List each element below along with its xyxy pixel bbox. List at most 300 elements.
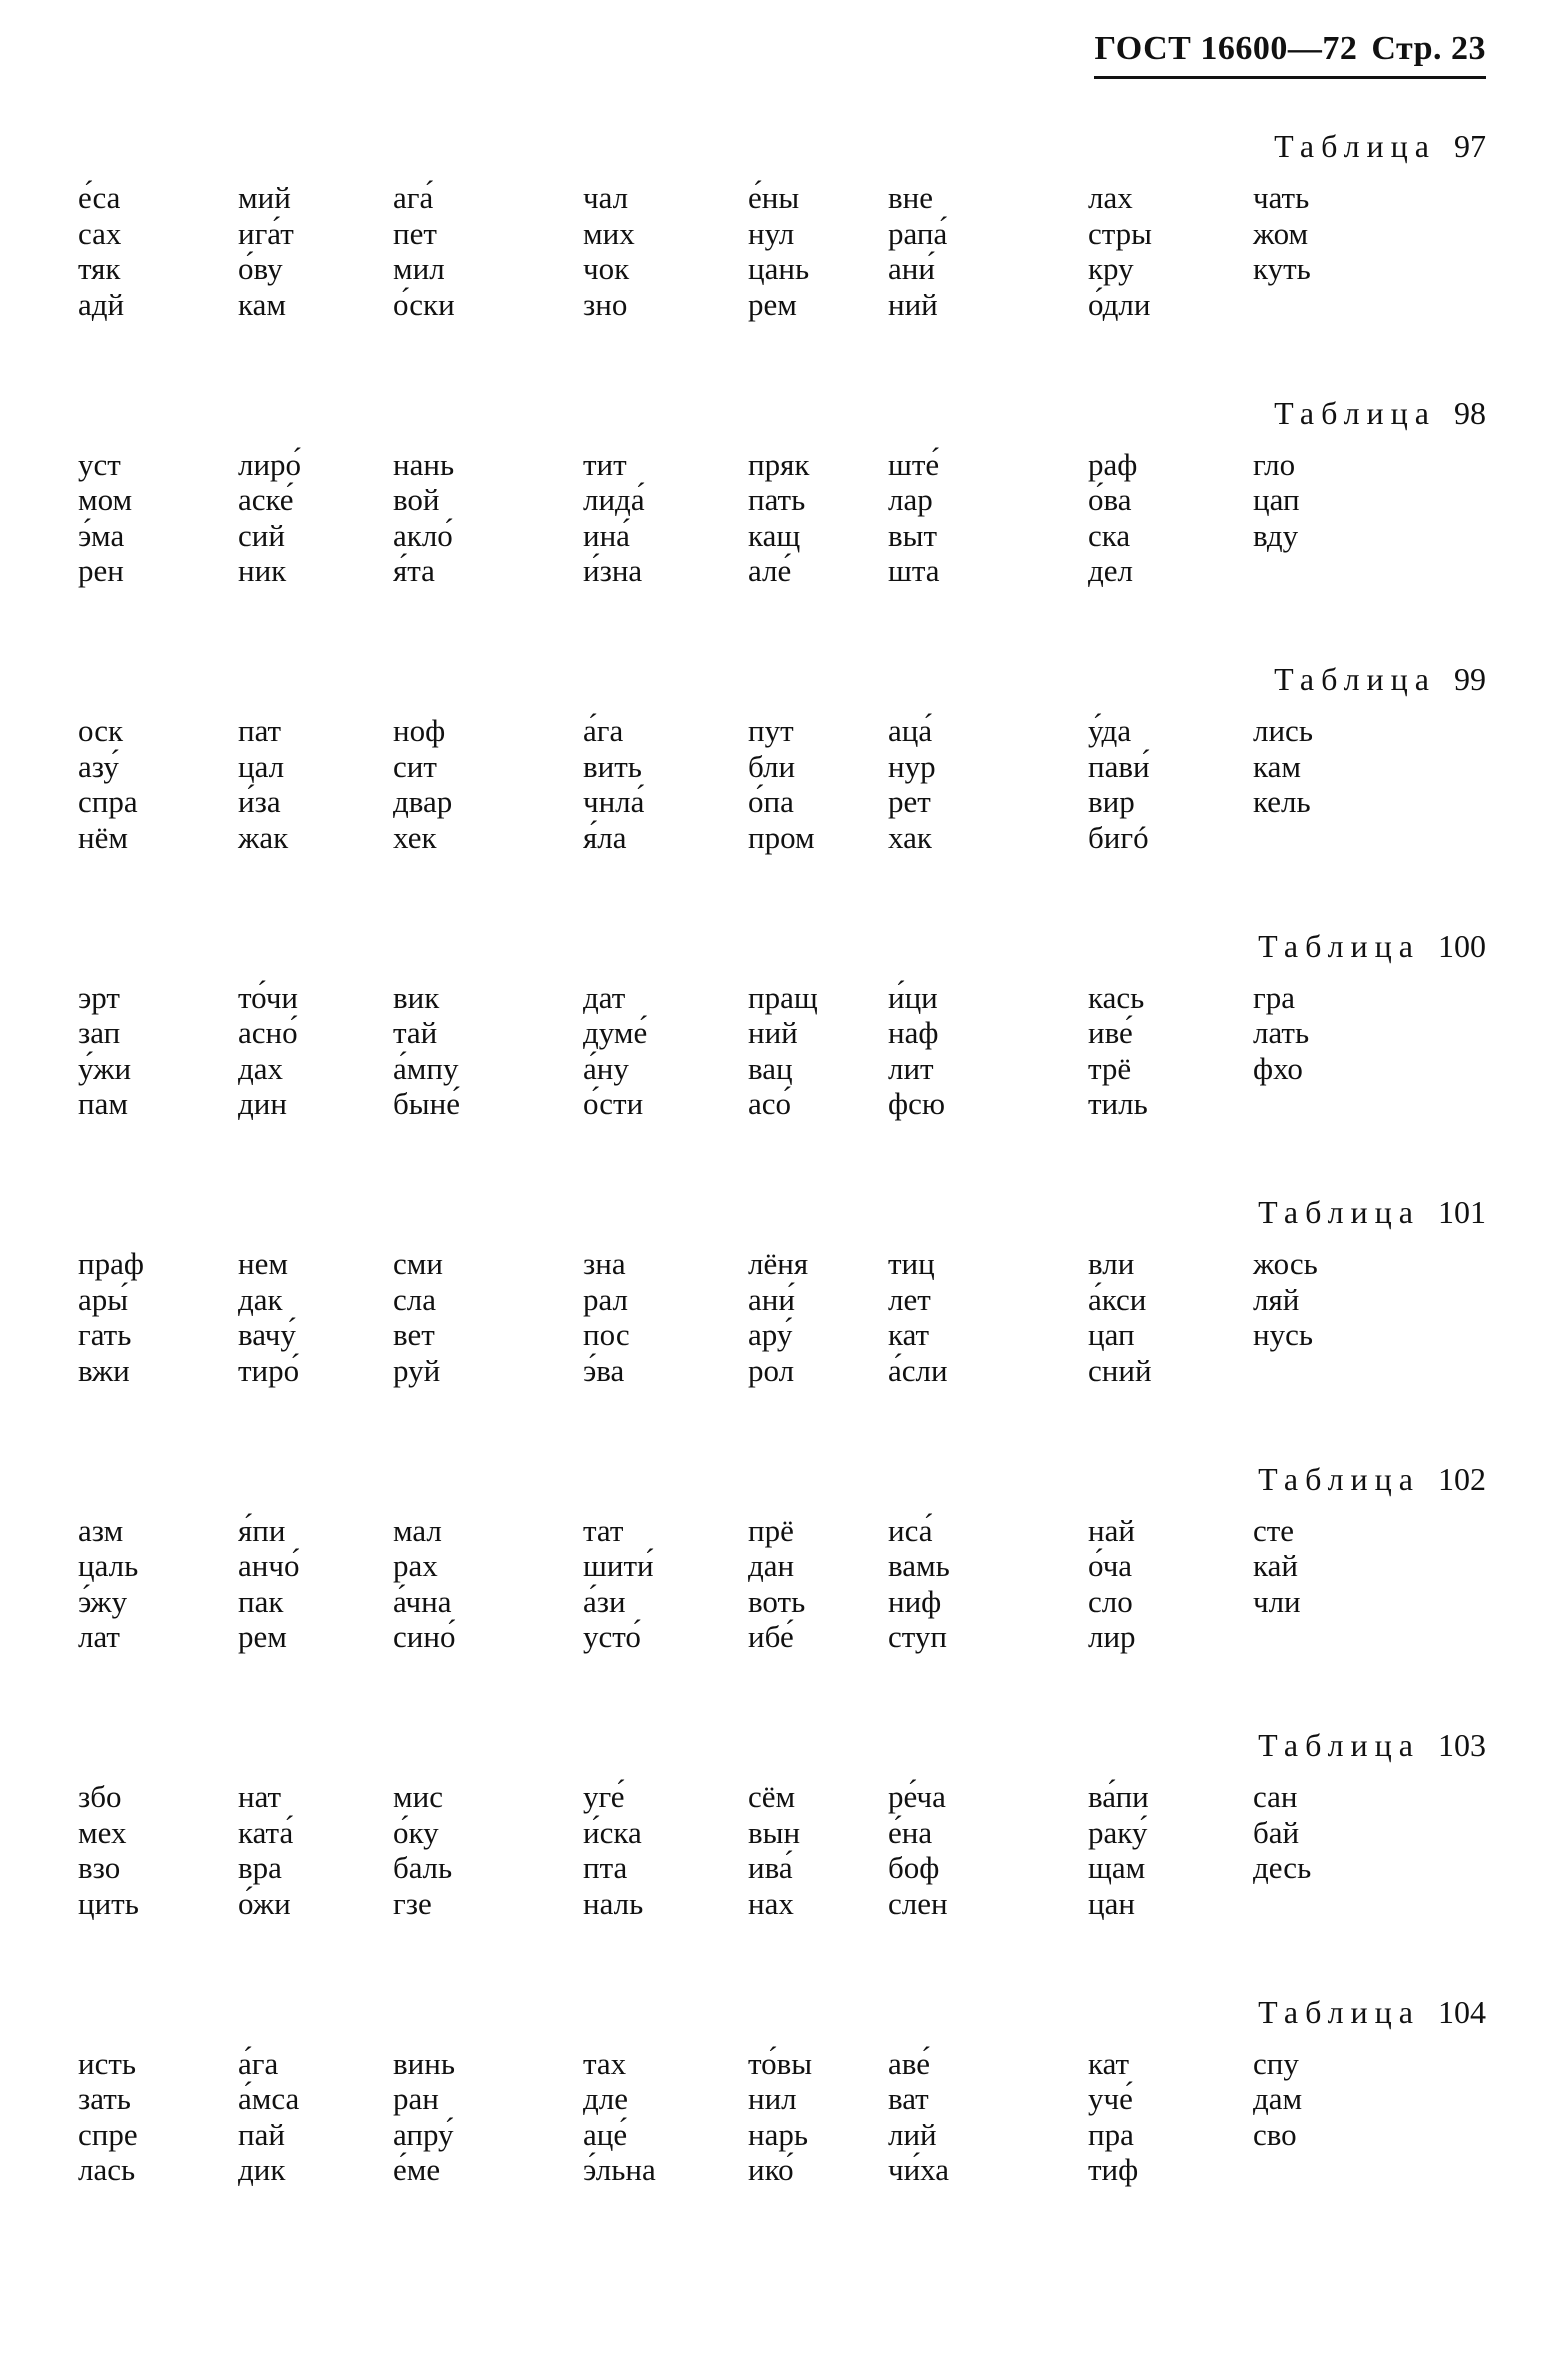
syllable-cell: десь: [1253, 1850, 1312, 1885]
table-title: [1274, 128, 1486, 165]
table-title: [1274, 395, 1486, 432]
table-row: [78, 1317, 1478, 1353]
syllable-cell: слен: [888, 1885, 948, 1921]
syllable-cell: нат: [238, 1779, 282, 1814]
syllable-cell: дак: [238, 1281, 283, 1317]
syllable-cell: ний: [748, 1015, 798, 1050]
syllable-cell: а́мса: [238, 2081, 300, 2116]
syllable-cell: о́па: [748, 784, 794, 819]
table-row: [78, 1779, 1478, 1815]
syllable-cell: праф: [78, 1246, 144, 1281]
syllable-cell: а́ну: [583, 1050, 629, 1086]
syllable-cell: ва́пи: [1088, 1779, 1149, 1814]
syllable-cell: тиц: [888, 1246, 935, 1281]
syllable-cell: нань: [393, 446, 455, 482]
syllable-cell: фсю: [888, 1086, 946, 1121]
syllable-cell: а́кси: [1088, 1281, 1147, 1317]
table-title: [1258, 928, 1486, 965]
syllable-cell: анчо́: [238, 1548, 300, 1583]
syllable-cell: сах: [78, 215, 122, 251]
table-row: [78, 1051, 1478, 1087]
syllable-cell: пращ: [748, 979, 818, 1015]
syllable-cell: зап: [78, 1015, 121, 1050]
table-row: [78, 180, 1478, 216]
syllable-cell: мал: [393, 1512, 442, 1548]
syllable-cell: тиль: [1088, 1086, 1148, 1121]
page-number: Стр. 23: [1371, 30, 1486, 67]
syllable-cell: ары́: [78, 1281, 129, 1317]
syllable-cell: аце́: [583, 2116, 628, 2152]
syllable-cell: а́мпу: [393, 1050, 459, 1086]
syllable-cell: а́га: [583, 713, 624, 748]
syllable-cell: жось: [1253, 1246, 1318, 1281]
syllable-cell: и́ци: [888, 979, 938, 1015]
syllable-cell: и́ска: [583, 1814, 642, 1850]
syllable-cell: то́чи: [238, 979, 299, 1015]
syllable-cell: гать: [78, 1317, 132, 1352]
table-row: [78, 1353, 1478, 1389]
syllable-cell: уче́: [1088, 2081, 1133, 2116]
syllable-cell: ступ: [888, 1619, 947, 1654]
syllable-cell: а́чна: [393, 1583, 452, 1619]
syllable-cell: о́ва: [1088, 482, 1132, 517]
syllable-cell: кащ: [748, 517, 801, 553]
syllable-cell: пта: [583, 1850, 628, 1885]
syllable-cell: спре: [78, 2116, 138, 2152]
syllable-cell: ляй: [1253, 1281, 1300, 1317]
syllable-cell: вет: [393, 1317, 435, 1352]
syllable-cell: лет: [888, 1281, 931, 1317]
syllable-cell: [1253, 820, 1453, 856]
table-title-word: Таблица: [1274, 128, 1436, 164]
syllable-cell: о́сти: [583, 1086, 644, 1121]
syllable-cell: прё: [748, 1512, 794, 1548]
syllable-cell: лёня: [748, 1246, 809, 1281]
syllable-cell: ран: [393, 2081, 439, 2116]
syllable-cell: цаль: [78, 1548, 139, 1583]
syllable-cell: нусь: [1253, 1317, 1313, 1352]
page-header: [1094, 30, 1486, 79]
syllable-cell: сий: [238, 517, 285, 553]
table-row: [78, 1886, 1478, 1922]
syllable-cell: трё: [1088, 1050, 1132, 1086]
syllable-cell: ина́: [583, 517, 630, 553]
table-row: [78, 784, 1478, 820]
table-number: 98: [1454, 394, 1486, 431]
syllable-cell: спу: [1253, 2045, 1299, 2081]
syllable-cell: а́зи: [583, 1583, 626, 1619]
syllable-cell: ига́т: [238, 215, 294, 251]
syllable-cell: цап: [1253, 482, 1300, 517]
syllable-cell: лир: [1088, 1619, 1136, 1654]
syllable-cell: азм: [78, 1512, 124, 1548]
table-title: [1258, 1727, 1486, 1764]
syllable-cell: чнла́: [583, 784, 645, 819]
syllable-cell: ник: [238, 553, 287, 588]
syllable-cell: у́да: [1088, 713, 1132, 748]
syllable-cell: усто́: [583, 1619, 641, 1654]
syllable-cell: цап: [1088, 1317, 1135, 1352]
syllable-cell: воть: [748, 1583, 806, 1619]
syllable-cell: мех: [78, 1814, 127, 1850]
syllable-cell: жом: [1253, 215, 1309, 251]
syllable-cell: цань: [748, 251, 810, 286]
table-title-word: Таблица: [1258, 927, 1420, 964]
syllable-cell: я́пи: [238, 1512, 286, 1548]
syllable-cell: вамь: [888, 1548, 950, 1583]
table-row: [78, 1584, 1478, 1620]
syllable-cell: наль: [583, 1885, 644, 1921]
syllable-cell: лись: [1253, 713, 1313, 748]
syllable-cell: я́та: [393, 553, 435, 588]
syllable-cell: мом: [78, 482, 133, 517]
syllable-cell: лах: [1088, 180, 1133, 215]
syllable-cell: пави́: [1088, 748, 1150, 784]
syllable-table: [78, 2046, 1478, 2188]
table-title: [1258, 1194, 1486, 1231]
table-row: [78, 216, 1478, 252]
syllable-cell: апру́: [393, 2116, 454, 2152]
syllable-cell: кру: [1088, 251, 1134, 286]
syllable-cell: ре́ча: [888, 1779, 946, 1814]
syllable-cell: сит: [393, 748, 437, 784]
syllable-cell: кель: [1253, 784, 1311, 819]
table-row: [78, 1513, 1478, 1549]
syllable-cell: цал: [238, 748, 285, 784]
syllable-cell: вачу́: [238, 1317, 296, 1352]
syllable-cell: фхо: [1253, 1050, 1303, 1086]
syllable-cell: вли: [1088, 1246, 1135, 1281]
syllable-cell: чать: [1253, 180, 1310, 215]
table-title-word: Таблица: [1258, 1727, 1420, 1763]
syllable-cell: рапа́: [888, 215, 948, 251]
syllable-cell: ват: [888, 2081, 929, 2116]
syllable-cell: лат: [78, 1619, 120, 1654]
syllable-cell: лать: [1253, 1015, 1310, 1050]
syllable-cell: мис: [393, 1779, 443, 1814]
table-row: [78, 251, 1478, 287]
syllable-cell: иве́: [1088, 1015, 1133, 1050]
syllable-cell: чок: [583, 251, 630, 286]
syllable-cell: зать: [78, 2081, 131, 2116]
syllable-cell: сми: [393, 1246, 443, 1281]
syllable-cell: раф: [1088, 446, 1138, 482]
syllable-cell: дин: [238, 1086, 287, 1121]
syllable-cell: уст: [78, 446, 121, 482]
syllable-cell: нарь: [748, 2116, 808, 2152]
syllable-cell: чал: [583, 180, 629, 215]
syllable-cell: думе́: [583, 1015, 648, 1050]
syllable-cell: рал: [583, 1281, 629, 1317]
syllable-cell: о́дли: [1088, 286, 1151, 322]
table-title-word: Таблица: [1274, 661, 1436, 697]
table-title-word: Таблица: [1258, 1460, 1420, 1497]
syllable-cell: э́ма: [78, 517, 125, 553]
table-number: 104: [1438, 1993, 1486, 2030]
syllable-cell: вир: [1088, 784, 1135, 819]
syllable-cell: аве́: [888, 2045, 930, 2081]
syllable-cell: пак: [238, 1583, 284, 1619]
syllable-cell: ива́: [748, 1850, 793, 1885]
syllable-cell: пром: [748, 819, 815, 855]
syllable-cell: нах: [748, 1885, 794, 1921]
table-row: [78, 2152, 1478, 2188]
syllable-cell: сво: [1253, 2116, 1297, 2152]
syllable-cell: иса́: [888, 1512, 933, 1548]
syllable-cell: ани́: [888, 251, 935, 286]
syllable-cell: хек: [393, 819, 437, 855]
table-row: [78, 1015, 1478, 1051]
table-row: [78, 713, 1478, 749]
syllable-cell: мий: [238, 180, 291, 215]
syllable-cell: э́льна: [583, 2152, 656, 2187]
syllable-cell: сино́: [393, 1619, 456, 1654]
syllable-cell: ибе́: [748, 1619, 794, 1654]
syllable-cell: наф: [888, 1015, 939, 1050]
table-row: [78, 1086, 1478, 1122]
syllable-cell: дам: [1253, 2081, 1303, 2116]
syllable-table: [78, 1246, 1478, 1388]
syllable-cell: нем: [238, 1246, 288, 1281]
syllable-cell: азу́: [78, 748, 119, 784]
syllable-cell: дик: [238, 2152, 286, 2187]
table-row: [78, 2081, 1478, 2117]
syllable-cell: бли: [748, 748, 796, 784]
syllable-cell: ниф: [888, 1583, 942, 1619]
syllable-cell: чи́ха: [888, 2152, 950, 2187]
table-row: [78, 820, 1478, 856]
syllable-cell: е́на: [888, 1814, 933, 1850]
syllable-cell: раку́: [1088, 1814, 1148, 1850]
syllable-cell: вац: [748, 1050, 793, 1086]
syllable-cell: [1253, 553, 1453, 589]
syllable-table: [78, 713, 1478, 855]
syllable-cell: гра: [1253, 979, 1295, 1015]
syllable-cell: лар: [888, 482, 933, 517]
syllable-cell: ката́: [238, 1814, 294, 1850]
syllable-cell: о́ву: [238, 251, 283, 286]
syllable-cell: сте: [1253, 1512, 1295, 1548]
syllable-cell: о́жи: [238, 1885, 291, 1921]
syllable-cell: пос: [583, 1317, 630, 1352]
syllable-cell: ико́: [748, 2152, 794, 2187]
syllable-cell: зно: [583, 286, 628, 322]
syllable-cell: тай: [393, 1015, 438, 1050]
syllable-cell: шити́: [583, 1548, 654, 1583]
syllable-cell: зна: [583, 1246, 626, 1281]
syllable-cell: куть: [1253, 251, 1311, 286]
syllable-cell: э́ва: [583, 1352, 625, 1388]
syllable-cell: э́жу: [78, 1583, 128, 1619]
syllable-cell: тах: [583, 2045, 627, 2081]
syllable-cell: дах: [238, 1050, 284, 1086]
syllable-cell: асно́: [238, 1015, 298, 1050]
syllable-cell: выт: [888, 517, 938, 553]
syllable-cell: эрт: [78, 979, 120, 1015]
table-number: 100: [1438, 927, 1486, 964]
syllable-cell: исть: [78, 2045, 137, 2081]
syllable-cell: пра: [1088, 2116, 1134, 2152]
table-row: [78, 749, 1478, 785]
syllable-cell: тит: [583, 446, 627, 482]
syllable-cell: рол: [748, 1352, 795, 1388]
table-row: [78, 2117, 1478, 2153]
syllable-cell: оск: [78, 713, 124, 748]
syllable-cell: тяк: [78, 251, 121, 286]
syllable-cell: жак: [238, 819, 289, 855]
syllable-cell: [1253, 1353, 1453, 1389]
syllable-cell: кай: [1253, 1548, 1298, 1583]
syllable-cell: рет: [888, 784, 931, 819]
syllable-cell: нил: [748, 2081, 797, 2116]
syllable-cell: шта: [888, 553, 940, 588]
syllable-cell: лий: [888, 2116, 937, 2152]
syllable-cell: цан: [1088, 1885, 1135, 1921]
syllable-cell: гло: [1253, 446, 1296, 482]
syllable-cell: [1253, 1886, 1453, 1922]
syllable-cell: винь: [393, 2045, 455, 2081]
table-number: 103: [1438, 1727, 1486, 1763]
syllable-cell: нём: [78, 819, 128, 855]
syllable-cell: вын: [748, 1814, 801, 1850]
syllable-cell: сла: [393, 1281, 436, 1317]
syllable-cell: то́вы: [748, 2045, 813, 2081]
syllable-cell: мих: [583, 215, 635, 251]
syllable-cell: кат: [888, 1317, 930, 1352]
syllable-cell: сём: [748, 1779, 796, 1814]
syllable-cell: о́ски: [393, 286, 455, 322]
syllable-cell: лиро́: [238, 446, 302, 482]
syllable-cell: и́за: [238, 784, 281, 819]
syllable-cell: нул: [748, 215, 795, 251]
syllable-cell: акло́: [393, 517, 453, 553]
table-row: [78, 518, 1478, 554]
table-title-word: Таблица: [1274, 394, 1436, 431]
syllable-cell: рен: [78, 553, 124, 588]
table-row: [78, 1282, 1478, 1318]
syllable-cell: уге́: [583, 1779, 625, 1814]
syllable-cell: аца́: [888, 713, 933, 748]
syllable-cell: але́: [748, 553, 792, 588]
syllable-cell: вжи: [78, 1352, 130, 1388]
syllable-cell: дле: [583, 2081, 629, 2116]
syllable-cell: у́жи: [78, 1050, 132, 1086]
syllable-cell: ару́: [748, 1317, 793, 1352]
table-number: 99: [1454, 661, 1486, 697]
syllable-cell: щам: [1088, 1850, 1146, 1885]
syllable-table: [78, 1513, 1478, 1655]
table-row: [78, 1619, 1478, 1655]
syllable-cell: тиф: [1088, 2152, 1139, 2187]
syllable-cell: гзе: [393, 1885, 432, 1921]
syllable-cell: лась: [78, 2152, 136, 2187]
syllable-cell: тиро́: [238, 1352, 300, 1388]
table-row: [78, 1850, 1478, 1886]
syllable-cell: чли: [1253, 1583, 1301, 1619]
syllable-cell: кам: [1253, 748, 1301, 784]
table-row: [78, 1815, 1478, 1851]
syllable-cell: аске́: [238, 482, 294, 517]
table-row: [78, 482, 1478, 518]
gost-code: ГОСТ 16600—72: [1094, 30, 1358, 67]
syllable-cell: взо: [78, 1850, 121, 1885]
syllable-cell: рем: [748, 286, 797, 322]
syllable-cell: пам: [78, 1086, 128, 1121]
syllable-cell: боф: [888, 1850, 940, 1885]
syllable-cell: кам: [238, 286, 286, 322]
syllable-cell: быне́: [393, 1086, 460, 1121]
syllable-cell: адй: [78, 286, 125, 322]
syllable-table: [78, 1779, 1478, 1921]
syllable-cell: ани́: [748, 1281, 795, 1317]
syllable-cell: ний: [888, 286, 938, 322]
syllable-cell: сло: [1088, 1583, 1133, 1619]
table-number: 102: [1438, 1460, 1486, 1497]
syllable-cell: бай: [1253, 1814, 1300, 1850]
syllable-cell: лит: [888, 1050, 934, 1086]
syllable-cell: бaль: [393, 1850, 453, 1885]
syllable-cell: [1253, 1086, 1453, 1122]
syllable-cell: вра: [238, 1850, 282, 1885]
table-title-word: Таблица: [1258, 1993, 1420, 2030]
syllable-cell: о́ча: [1088, 1548, 1133, 1583]
syllable-cell: пут: [748, 713, 794, 748]
syllable-cell: най: [1088, 1512, 1135, 1548]
syllable-cell: а́сли: [888, 1352, 948, 1388]
syllable-cell: пат: [238, 713, 282, 748]
syllable-cell: сан: [1253, 1779, 1298, 1814]
syllable-cell: а́га: [238, 2045, 279, 2081]
syllable-cell: дел: [1088, 553, 1134, 588]
syllable-cell: сний: [1088, 1352, 1152, 1388]
syllable-cell: кат: [1088, 2045, 1130, 2081]
syllable-cell: [1253, 287, 1453, 323]
syllable-cell: стры: [1088, 215, 1153, 251]
syllable-cell: асо́: [748, 1086, 792, 1121]
table-row: [78, 287, 1478, 323]
table-row: [78, 980, 1478, 1016]
table-row: [78, 1246, 1478, 1282]
table-title: [1274, 661, 1486, 698]
syllable-cell: [1253, 1619, 1453, 1655]
syllable-cell: пать: [748, 482, 806, 517]
table-row: [78, 1548, 1478, 1584]
syllable-cell: рем: [238, 1619, 287, 1654]
syllable-cell: мил: [393, 251, 445, 286]
syllable-table: [78, 447, 1478, 589]
syllable-cell: е́ны: [748, 180, 800, 215]
syllable-cell: вой: [393, 482, 440, 517]
syllable-cell: пай: [238, 2116, 285, 2152]
syllable-cell: вду: [1253, 517, 1299, 553]
syllable-cell: бигó: [1088, 819, 1149, 855]
table-row: [78, 2046, 1478, 2082]
table-row: [78, 447, 1478, 483]
table-number: 97: [1454, 128, 1486, 164]
syllable-cell: цить: [78, 1885, 139, 1921]
syllable-cell: [1253, 2152, 1453, 2188]
syllable-cell: дат: [583, 979, 626, 1015]
syllable-cell: руй: [393, 1352, 441, 1388]
table-title: [1258, 1461, 1486, 1498]
syllable-cell: вить: [583, 748, 642, 784]
syllable-cell: нур: [888, 748, 936, 784]
syllable-cell: збо: [78, 1779, 122, 1814]
syllable-cell: пет: [393, 215, 437, 251]
syllable-table: [78, 980, 1478, 1122]
syllable-cell: и́зна: [583, 553, 643, 588]
syllable-cell: двар: [393, 784, 453, 819]
